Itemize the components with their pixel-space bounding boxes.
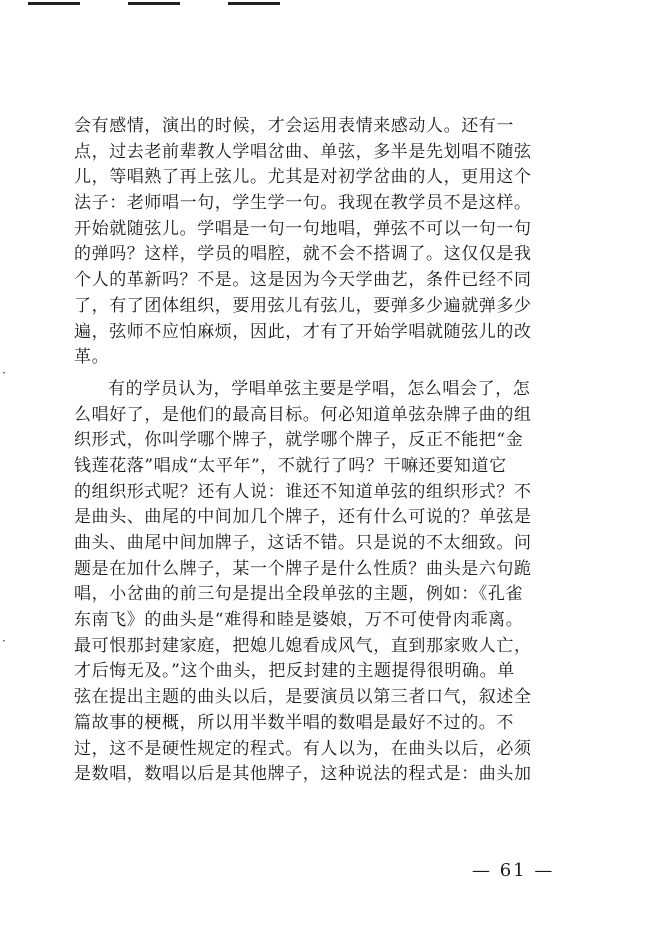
text-line: 会有感情，演出的时候，才会运用表情来感动人。还有一 [74,116,514,136]
text-line: 的组织形式呢？还有人说：谁还不知道单弦的组织形式？不 [74,481,532,502]
top-rule-left [28,2,80,5]
text-line: 最可恨那封建家庭，把媳儿媳看成风气，直到那家败人亡， [74,635,532,656]
text-line: 有的学员认为，学唱单弦主要是学唱，怎么唱会了，怎 [108,378,531,399]
text-line: 钱莲花落”唱成“太平年”，不就行了吗？干嘛还要知道它 [74,455,507,476]
text-line: 过，这不是硬性规定的程式。有人以为，在曲头以后，必须 [74,738,532,759]
text-line: 么唱好了，是他们的最高目标。何必知道单弦杂牌子曲的组 [74,404,532,425]
text-line: 是数唱，数唱以后是其他牌子，这种说法的程式是：曲头加 [74,764,532,785]
top-rule-right [228,2,280,5]
text-line: 篇故事的梗概，所以用半数半唱的数唱是最好不过的。不 [74,712,514,733]
top-border [0,0,655,6]
text-line: 的弹吗？这样，学员的唱腔，就不会不搭调了。这仅仅是我 [74,244,532,265]
text-line: 开始就随弦儿。学唱是一句一句地唱，弹弦不可以一句一句 [74,218,532,239]
text-line: 点，过去老前辈教人学唱岔曲、单弦，多半是先划唱不随弦 [74,141,532,162]
text-line: 东南飞》的曲头是“难得和睦是婆娘，万不可使骨肉乖离。 [74,610,524,631]
paragraph [74,114,574,371]
text-line: 曲头、曲尾中间加牌子，这话不错。只是说的不太细致。问 [74,533,532,553]
text-line: 个人的革新吗？不是。这是因为今天学曲艺，条件已经不同 [74,270,532,291]
margin-mark: · [2,634,6,648]
page-number: — 61 — [472,860,555,881]
text-line: 了，有了团体组织，要用弦儿有弦儿，要弹多少遍就弹多少 [74,295,532,316]
text-line: 遍，弦师不应怕麻烦，因此，才有了开始学唱就随弦儿的改 [74,321,532,342]
text-line: 是曲头、曲尾的中间加几个牌子，还有什么可说的？单弦是 [74,507,532,528]
text-line: 题是在加什么牌子，某一个牌子是什么性质？曲头是六句跪 [74,558,532,579]
text-line: 革。 [74,347,110,368]
paragraph [74,377,574,788]
text-line: 弦在提出主题的曲头以后，是要演员以第三者口气，叙述全 [74,687,532,708]
text-line: 法子：老师唱一句，学生学一句。我现在教学员不是这样。 [74,193,532,214]
margin-mark: · [2,366,6,380]
text-line: 儿，等唱熟了再上弦儿。尤其是对初学岔曲的人，更用这个 [74,167,532,188]
page-body [74,114,574,788]
text-line: 唱，小岔曲的前三句是提出全段单弦的主题，例如：《孔雀 [74,584,524,605]
top-rule-middle [128,2,180,5]
text-line: 才后悔无及。”这个曲头，把反封建的主题提得很明确。单 [74,661,515,682]
text-line: 织形式，你叫学哪个牌子，就学哪个牌子，反正不能把“金 [74,430,524,451]
